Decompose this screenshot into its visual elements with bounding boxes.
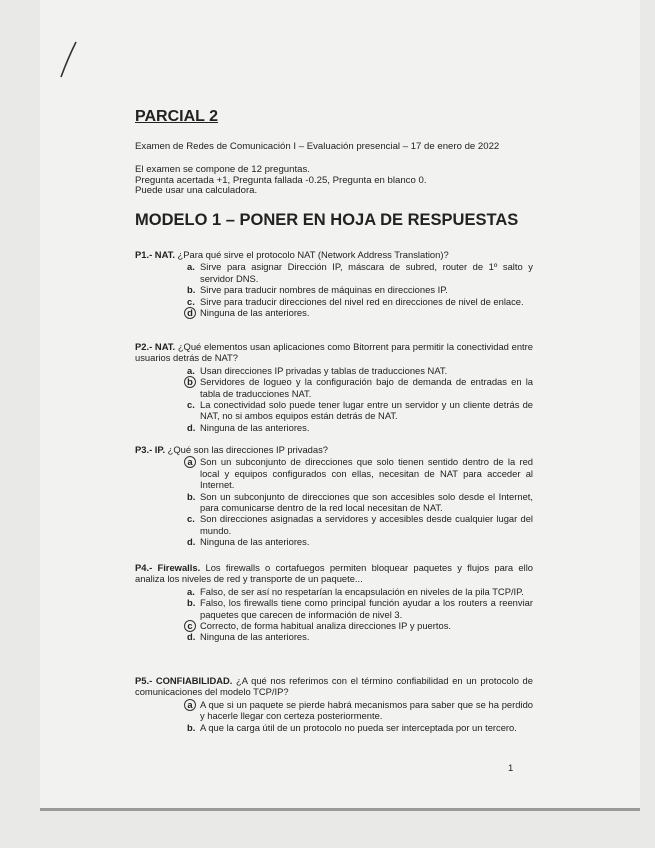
exam-subtitle: Examen de Redes de Comunicación I – Evaluación presencial – 17 de enero de 2022 (135, 141, 500, 152)
option-letter: b. (187, 284, 196, 296)
exam-intro (135, 165, 427, 197)
option (187, 307, 533, 318)
pen-mark (58, 40, 82, 80)
question-prompt: ¿Qué elementos usan aplicaciones como Bitorrent para permitir la conectividad entre usuarios detrás de NAT? (135, 341, 533, 364)
page-number: 1 (508, 763, 514, 774)
option-text: Falso, de ser así no respetarían la encapsulación en niveles de la pila TCP/IP. (200, 585, 524, 597)
option-text: Ninguna de las anteriores. (200, 536, 310, 548)
page-edge (40, 808, 640, 811)
question-text (135, 341, 533, 364)
options (187, 586, 533, 643)
option-letter: a. (187, 261, 195, 273)
option (187, 365, 533, 376)
option-letter: b. (187, 721, 196, 733)
question-text (135, 249, 533, 260)
option-letter: d. (187, 421, 196, 433)
option (187, 513, 533, 536)
question-prompt: ¿A qué nos referimos con el término confiabilidad en un protocolo de comunicaciones del modelo TCP/IP? (135, 675, 533, 698)
option-letter: b. (187, 597, 196, 609)
options (187, 261, 533, 318)
option (187, 376, 533, 399)
option-letter: b. (187, 490, 196, 502)
option-text: Correcto, de forma habitual analiza direcciones IP y puertos. (200, 620, 452, 632)
question-id: P3.- IP. (135, 444, 166, 455)
option (187, 631, 533, 642)
question-text (135, 562, 533, 585)
circled-option-letter: a (184, 699, 196, 711)
option (187, 399, 533, 422)
circled-option-letter: c (184, 620, 196, 632)
question-prompt: ¿Qué son las direcciones IP privadas? (165, 444, 328, 455)
question-id: P1.- NAT. (135, 249, 175, 260)
option-text: Ninguna de las anteriores. (200, 631, 310, 643)
option (187, 722, 533, 733)
options (187, 456, 533, 547)
question (135, 341, 533, 433)
options (187, 699, 533, 733)
question (135, 249, 533, 318)
option-text: Servidores de logueo y la configuración bajo de demanda de entradas en la tabla de traducciones NAT. (200, 376, 533, 399)
option-text: A que si un paquete se pierde habrá mecanismos para saber que se ha perdido y hacerle llegar con certeza posteriormente. (200, 698, 533, 722)
option (187, 586, 533, 597)
page-title: PARCIAL 2 (135, 108, 218, 125)
option (187, 491, 533, 514)
intro-line: El examen se compone de 12 preguntas. (135, 164, 310, 175)
option-text: Falso, los firewalls tiene como principal función ayudar a los routers a reenviar paquetes que carecen de información de nivel 3. (200, 597, 533, 620)
question-id: P4.- Firewalls. (135, 562, 201, 573)
option (187, 296, 533, 307)
option (187, 284, 533, 295)
option-text: Ninguna de las anteriores. (200, 421, 310, 433)
question-text (135, 444, 533, 455)
circled-option-letter: d (184, 307, 196, 319)
option-text: A que la carga útil de un protocolo no pueda ser interceptada por un tercero. (200, 721, 517, 733)
option (187, 456, 533, 490)
option-letter: d. (187, 536, 196, 548)
option-text: Son un subconjunto de direcciones que son accesibles solo desde el Internet, para comunicarse dentro de la red local necesitan de NAT. (200, 490, 533, 514)
option-letter: d. (187, 631, 196, 643)
option-text: La conectividad solo puede tener lugar entre un servidor y un cliente detrás de NAT, no si ambos equipos están detrás de NAT. (200, 399, 533, 422)
option-text: Sirve para asignar Dirección IP, máscara de subred, router de 1º salto y servidor DNS. (200, 261, 533, 284)
question-prompt: Los firewalls o cortafuegos permiten bloquear paquetes y flujos para ello analiza los niveles de red y transporte de un paquete... (135, 562, 533, 585)
question-id: P5.- CONFIABILIDAD. (135, 675, 233, 686)
intro-line: Puede usar una calculadora. (135, 185, 258, 196)
circled-option-letter: a (184, 456, 196, 468)
option-letter: c. (187, 513, 195, 525)
question (135, 444, 533, 548)
options (187, 365, 533, 433)
option-text: Ninguna de las anteriores. (200, 307, 310, 319)
option (187, 422, 533, 433)
model-heading: MODELO 1 – PONER EN HOJA DE RESPUESTAS (135, 211, 519, 229)
circled-option-letter: b (184, 376, 196, 388)
question-prompt: ¿Para qué sirve el protocolo NAT (Network Address Translation)? (174, 249, 449, 260)
option (187, 597, 533, 620)
option (187, 261, 533, 284)
option-text: Son direcciones asignadas a servidores y accesibles desde cualquier lugar del mundo. (200, 513, 533, 536)
option-letter: a. (187, 364, 195, 376)
question (135, 562, 533, 643)
question-text (135, 675, 533, 698)
question (135, 675, 533, 733)
option-letter: c. (187, 295, 195, 307)
option (187, 699, 533, 722)
option-text: Usan direcciones IP privadas y tablas de traducciones NAT. (200, 364, 448, 376)
option (187, 620, 533, 631)
option-letter: c. (187, 399, 195, 411)
option-text: Sirve para traducir direcciones del nivel red en direcciones de nivel de enlace. (200, 295, 524, 307)
option-text: Sirve para traducir nombres de máquinas en direcciones IP. (200, 284, 448, 296)
option (187, 536, 533, 547)
option-text: Son un subconjunto de direcciones que solo tienen sentido dentro de la red local y equipos configurados con ellas, necesitan de NAT para acceder al Internet. (200, 456, 533, 491)
option-letter: a. (187, 585, 195, 597)
question-id: P2.- NAT. (135, 341, 176, 352)
intro-line: Pregunta acertada +1, Pregunta fallada -0.25, Pregunta en blanco 0. (135, 174, 427, 186)
